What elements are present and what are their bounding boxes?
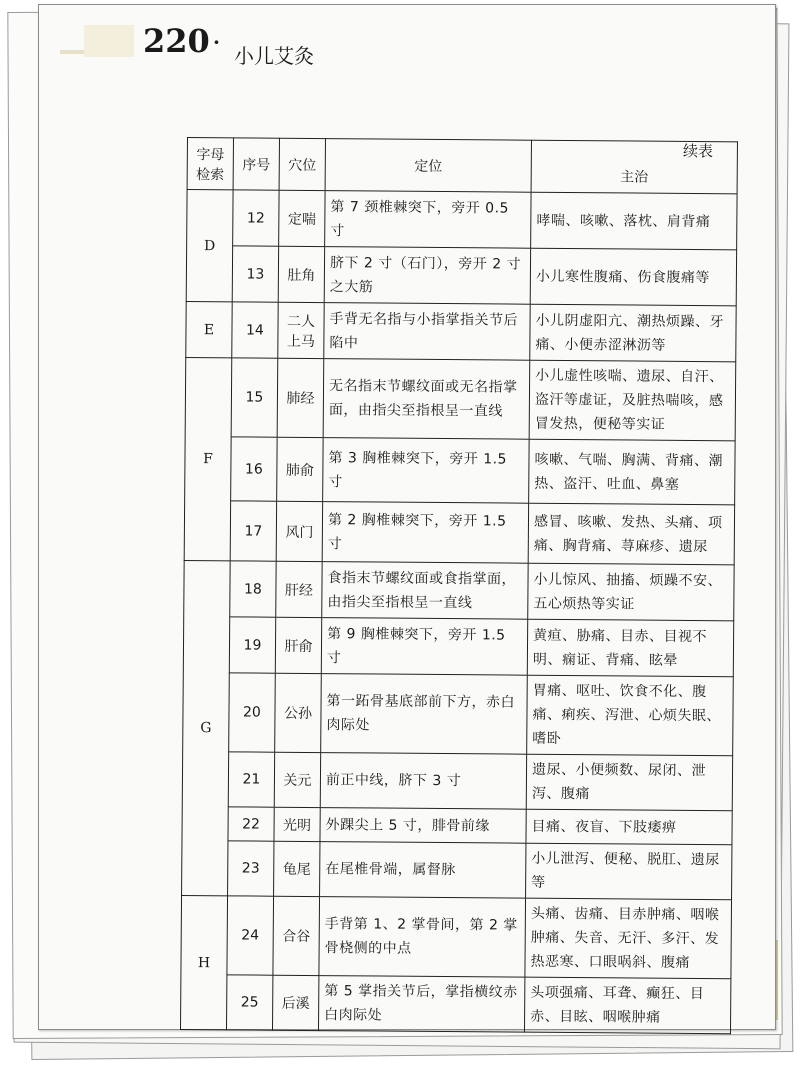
table-row bbox=[182, 806, 732, 844]
header-separator: · bbox=[213, 30, 220, 54]
number-cell: 19 bbox=[229, 617, 275, 673]
location-cell: 第 3 胸椎棘突下，旁开 1.5 寸 bbox=[323, 438, 529, 504]
point-name-cell: 风门 bbox=[276, 501, 322, 561]
number-cell: 13 bbox=[232, 246, 278, 302]
indications-cell: 咳嗽、气喘、胸满、背痛、潮热、盗汗、吐血、鼻塞 bbox=[529, 439, 735, 505]
table-row bbox=[185, 357, 736, 440]
header-location: 定位 bbox=[325, 139, 531, 193]
header-letter: 字母检索 bbox=[187, 138, 233, 190]
table-row bbox=[182, 840, 732, 899]
point-name-cell: 关元 bbox=[274, 752, 320, 807]
number-cell: 22 bbox=[228, 807, 274, 841]
number-cell: 24 bbox=[227, 896, 274, 975]
letter-index-cell: D bbox=[186, 190, 233, 302]
letter-index-cell: E bbox=[186, 301, 232, 357]
point-name-cell: 定喘 bbox=[279, 190, 325, 246]
location-cell: 无名指末节螺纹面或无名指掌面，由指尖至指根呈一直线 bbox=[323, 359, 530, 440]
header-indications: 主治 bbox=[531, 140, 737, 194]
number-cell: 20 bbox=[229, 673, 276, 752]
indications-cell: 胃痛、呕吐、饮食不化、腹痛、痢疾、泻泄、心烦失眠、嗜卧 bbox=[527, 675, 734, 756]
number-cell: 18 bbox=[230, 561, 276, 617]
table-row bbox=[180, 974, 730, 1033]
indications-cell: 小儿寒性腹痛、伤食腹痛等 bbox=[530, 248, 736, 306]
indications-cell: 头痛、齿痛、目赤肿痛、咽喉肿痛、失音、无汗、多汗、发热恶寒、口眼㖞斜、腹痛 bbox=[525, 898, 732, 979]
header-point: 穴位 bbox=[279, 138, 325, 190]
header-number: 序号 bbox=[233, 138, 279, 190]
table-row bbox=[186, 246, 736, 306]
table-row bbox=[182, 751, 732, 810]
page-number: 220 bbox=[143, 22, 210, 60]
point-name-cell: 肚角 bbox=[278, 246, 324, 302]
location-cell: 第 2 胸椎棘突下，旁开 1.5 寸 bbox=[322, 502, 528, 564]
table-row bbox=[184, 500, 734, 564]
indications-cell: 小儿惊风、抽搐、烦躁不安、五心烦热等实证 bbox=[528, 563, 734, 621]
book-title: 小儿艾灸 bbox=[234, 44, 314, 68]
point-name-cell: 公孙 bbox=[275, 673, 322, 752]
indications-cell: 头项强痛、耳聋、癫狂、目赤、目眩、咽喉肿痛 bbox=[524, 977, 730, 1034]
location-cell: 第 9 胸椎棘突下，旁开 1.5 寸 bbox=[321, 618, 527, 676]
point-name-cell: 合谷 bbox=[273, 896, 320, 975]
acupoint-table bbox=[180, 137, 738, 1034]
number-cell: 21 bbox=[228, 752, 274, 807]
location-cell: 第 5 掌指关节后，掌指横纹赤白肉际处 bbox=[318, 976, 524, 1033]
table-row bbox=[183, 616, 733, 676]
location-cell: 食指末节螺纹面或食指掌面，由指尖至指根呈一直线 bbox=[322, 562, 528, 620]
indications-cell: 小儿虚性咳喘、遗尿、自汗、盗汗等虚证，及脏热喘咳，感冒发热，便秘等实证 bbox=[529, 360, 736, 441]
indications-cell: 哮喘、咳嗽、落枕、肩背痛 bbox=[531, 192, 737, 250]
number-cell: 23 bbox=[228, 841, 274, 896]
table-row bbox=[183, 672, 734, 755]
indications-cell: 遗尿、小便频数、尿闭、泄泻、腹痛 bbox=[526, 754, 732, 811]
number-cell: 15 bbox=[231, 358, 278, 437]
letter-index-cell: H bbox=[180, 895, 227, 1029]
location-cell: 手背无名指与小指掌指关节后陷中 bbox=[324, 303, 530, 361]
location-cell: 在尾椎骨端，属督脉 bbox=[320, 842, 526, 899]
point-name-cell: 肺经 bbox=[277, 358, 324, 437]
table-row bbox=[181, 895, 732, 978]
table-row bbox=[186, 301, 736, 361]
indications-cell: 小儿泄泻、便秘、脱肛、遗尿等 bbox=[526, 843, 732, 900]
point-name-cell: 光明 bbox=[274, 807, 320, 841]
point-name-cell: 二人上马 bbox=[278, 302, 324, 358]
number-cell: 25 bbox=[226, 975, 272, 1030]
indications-cell: 目痛、夜盲、下肢痿痹 bbox=[526, 809, 732, 845]
number-cell: 12 bbox=[233, 190, 279, 246]
point-name-cell: 肝经 bbox=[276, 561, 322, 617]
number-cell: 14 bbox=[232, 302, 278, 358]
continued-label: 续表 bbox=[683, 142, 714, 160]
point-name-cell: 肺俞 bbox=[277, 437, 324, 501]
letter-index-cell: G bbox=[182, 560, 231, 895]
table-row bbox=[184, 560, 734, 620]
indications-cell: 黄疸、胁痛、目赤、目视不明、痫证、背痛、眩晕 bbox=[527, 619, 733, 677]
number-cell: 17 bbox=[230, 501, 276, 561]
location-cell: 脐下 2 寸（石门），旁开 2 寸之大筋 bbox=[324, 247, 530, 305]
point-name-cell: 肝俞 bbox=[275, 617, 321, 673]
indications-cell: 小儿阴虚阳亢、潮热烦躁、牙痛、小便赤涩淋沥等 bbox=[530, 304, 736, 362]
point-name-cell: 后溪 bbox=[272, 975, 318, 1030]
number-cell: 16 bbox=[231, 437, 278, 501]
table-body bbox=[180, 190, 737, 1034]
location-cell: 前正中线，脐下 3 寸 bbox=[320, 753, 526, 810]
location-cell: 外踝尖上 5 寸，腓骨前缘 bbox=[320, 808, 526, 844]
table-row bbox=[185, 436, 735, 504]
location-cell: 第 7 颈椎棘突下，旁开 0.5 寸 bbox=[325, 191, 531, 249]
point-name-cell: 龟尾 bbox=[274, 841, 320, 896]
location-cell: 第一跖骨基底部前下方，赤白肉际处 bbox=[321, 674, 528, 755]
header-highlight bbox=[84, 25, 134, 57]
indications-cell: 感冒、咳嗽、发热、头痛、项痛、胸背痛、荨麻疹、遗尿 bbox=[528, 503, 734, 565]
table-header-row bbox=[187, 138, 737, 194]
table-row bbox=[187, 190, 737, 250]
location-cell: 手背第 1、2 掌骨间，第 2 掌骨桡侧的中点 bbox=[319, 897, 526, 978]
letter-index-cell: F bbox=[184, 357, 232, 560]
